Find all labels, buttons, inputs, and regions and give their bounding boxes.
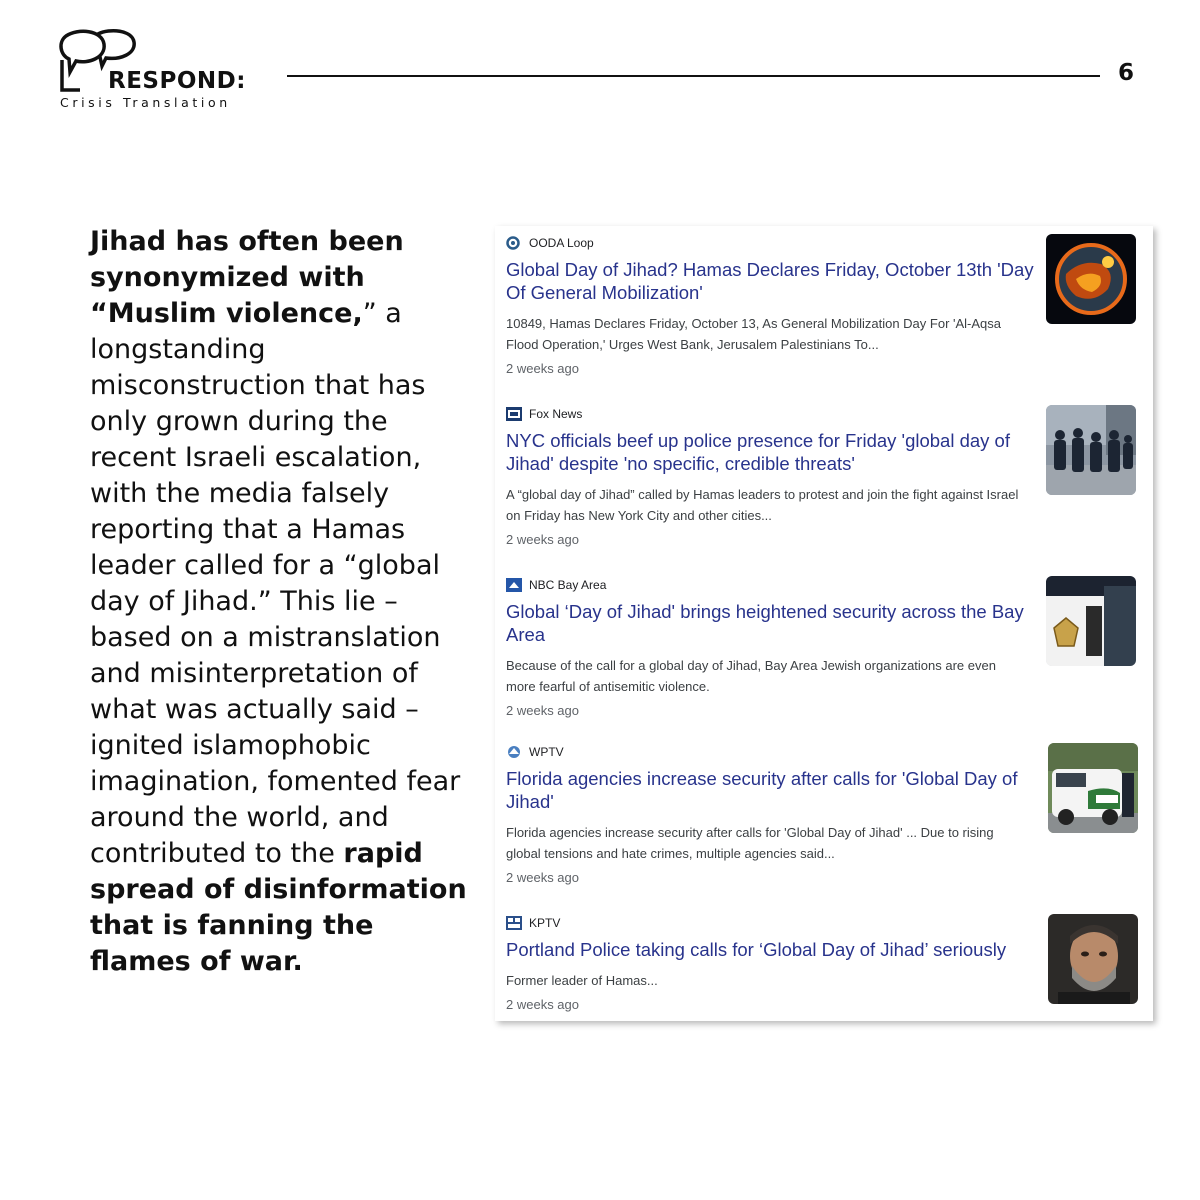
sfpd-car-image[interactable] [1046,576,1136,666]
source-name: KPTV [529,916,561,930]
result-age: 2 weeks ago [506,997,579,1012]
logo-subtitle: Crisis Translation [60,95,231,110]
result-age: 2 weeks ago [506,703,579,718]
result-headline-link[interactable]: Global ‘Day of Jihad' brings heightened security across the Bay Area [506,601,1024,645]
man-portrait-image[interactable] [1048,914,1138,1004]
logo-title: RESPOND: [108,68,246,94]
police-officers-image[interactable] [1046,405,1136,495]
nbc-bay-area-icon [506,578,522,592]
result-age: 2 weeks ago [506,870,579,885]
header-divider [287,75,1100,77]
result-headline-link[interactable]: Portland Police taking calls for ‘Global Day of Jihad’ seriously [506,939,1007,960]
body-bold-conclusion: rapid spread of disinformation that is fanning the flames of war. [90,838,467,977]
result-headline-link[interactable]: NYC officials beef up police presence for Friday 'global day of Jihad' despite 'no specific, credible threats' [506,430,1010,474]
result-age: 2 weeks ago [506,532,579,547]
fox-news-icon [506,407,522,421]
page-number: 6 [1118,60,1135,86]
result-snippet: Florida agencies increase security after calls for 'Global Day of Jihad' ... Due to rising global tensions and hate crimes, multiple agencies said... [506,825,994,861]
result-snippet: 10849, Hamas Declares Friday, October 13, As General Mobilization Day For 'Al-Aqsa Flood Operation,' Urges West Bank, Jerusalem Palestinians To... [506,316,1002,352]
result-headline-link[interactable]: Florida agencies increase security after calls for 'Global Day of Jihad' [506,768,1018,812]
news-results-panel [495,226,1153,1021]
body-bold-intro: Jihad has often been synonymized with “Muslim violence, [90,226,404,329]
result-headline-link[interactable]: Global Day of Jihad? Hamas Declares Friday, October 13th 'Day Of General Mobilization' [506,259,1034,303]
result-snippet: A “global day of Jihad” called by Hamas leaders to protest and join the fight against Israel on Friday has New York City and other cities... [506,487,1019,523]
ooda-loop-icon [506,236,522,250]
source-name: WPTV [529,745,564,759]
source-name: Fox News [529,407,583,421]
body-paragraph [90,224,480,980]
source-name: NBC Bay Area [529,578,607,592]
result-snippet: Because of the call for a global day of Jihad, Bay Area Jewish organizations are even more fearful of antisemitic violence. [506,658,996,694]
body-main-text: ” a longstanding misconstruction that has only grown during the recent Israeli escalation, with the media falsely reporting that a Hamas leader called for a “global day of Jihad.” This lie – based on a mistranslation and misinterpretation of what was actually said – ignited islamophobic imagination, fomented fear around the world, and contributed to the [90,298,461,869]
respond-logo [58,28,258,112]
burning-earth-image[interactable] [1046,234,1136,324]
result-snippet: Former leader of Hamas... [506,973,658,988]
kptv-icon [506,916,522,930]
wptv-icon [506,745,522,759]
sheriff-vehicle-image[interactable] [1048,743,1138,833]
result-age: 2 weeks ago [506,361,579,376]
source-name: OODA Loop [529,236,594,250]
